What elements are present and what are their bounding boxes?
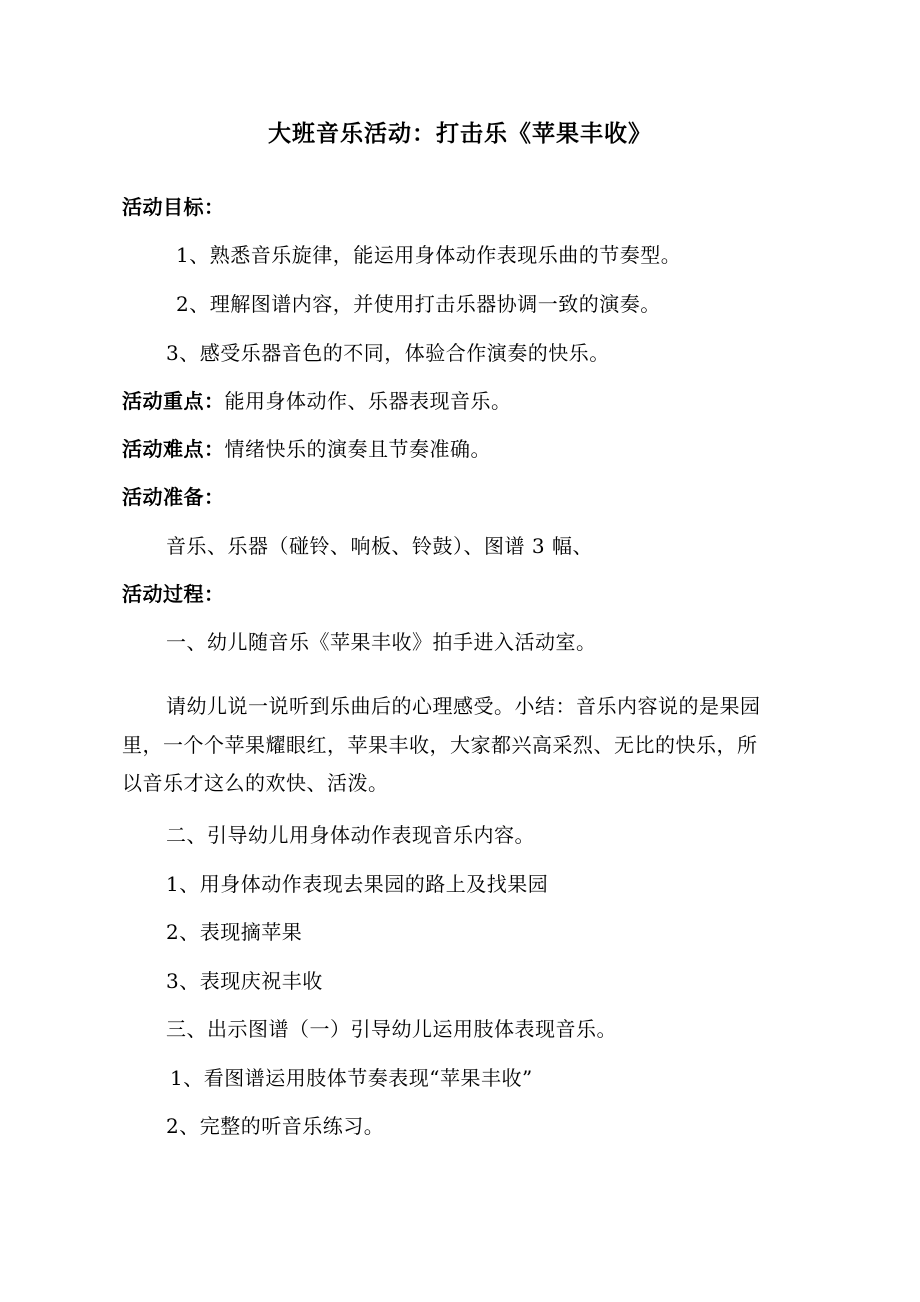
document-title: 大班音乐活动：打击乐《苹果丰收》 <box>268 121 652 147</box>
goals-heading: 活动目标： <box>122 195 225 219</box>
process-step-1: 一、幼儿随音乐《苹果丰收》拍手进入活动室。 <box>166 630 597 654</box>
preparation-heading: 活动准备： <box>122 485 225 509</box>
step-2-item: 1、用身体动作表现去果园的路上及找果园 <box>166 872 549 896</box>
difficulty-line <box>122 437 491 461</box>
key-point-label: 活动重点： <box>122 389 225 413</box>
process-step-2: 二、引导幼儿用身体动作表现音乐内容。 <box>166 823 535 847</box>
step-3-item: 2、完整的听音乐练习。 <box>166 1114 385 1138</box>
step-3-item: 1、看图谱运用肢体节奏表现“苹果丰收” <box>170 1066 533 1090</box>
difficulty-text: 情绪快乐的演奏且节奏准确。 <box>224 437 491 461</box>
process-step-3: 三、出示图谱（一）引导幼儿运用肢体表现音乐。 <box>166 1017 617 1041</box>
goal-item: 1、熟悉音乐旋律，能运用身体动作表现乐曲的节奏型。 <box>176 243 682 267</box>
key-point-text: 能用身体动作、乐器表现音乐。 <box>224 389 512 413</box>
goal-item: 3、感受乐器音色的不同，体验合作演奏的快乐。 <box>166 341 610 365</box>
difficulty-label: 活动难点： <box>122 437 225 461</box>
process-paragraph-line: 请幼儿说一说听到乐曲后的心理感受。小结：音乐内容说的是果园 <box>166 694 761 718</box>
goal-item: 2、理解图谱内容，并使用打击乐器协调一致的演奏。 <box>176 292 661 316</box>
process-heading: 活动过程： <box>122 582 225 606</box>
preparation-text: 音乐、乐器（碰铃、响板、铃鼓）、图谱 3 幅、 <box>166 534 593 558</box>
process-paragraph-line: 里，一个个苹果耀眼红，苹果丰收，大家都兴高采烈、无比的快乐，所 <box>122 733 758 757</box>
key-point-line <box>122 389 512 413</box>
process-paragraph-line: 以音乐才这么的欢快、活泼。 <box>122 771 389 795</box>
step-2-item: 3、表现庆祝丰收 <box>166 969 323 993</box>
step-2-item: 2、表现摘苹果 <box>166 920 303 944</box>
